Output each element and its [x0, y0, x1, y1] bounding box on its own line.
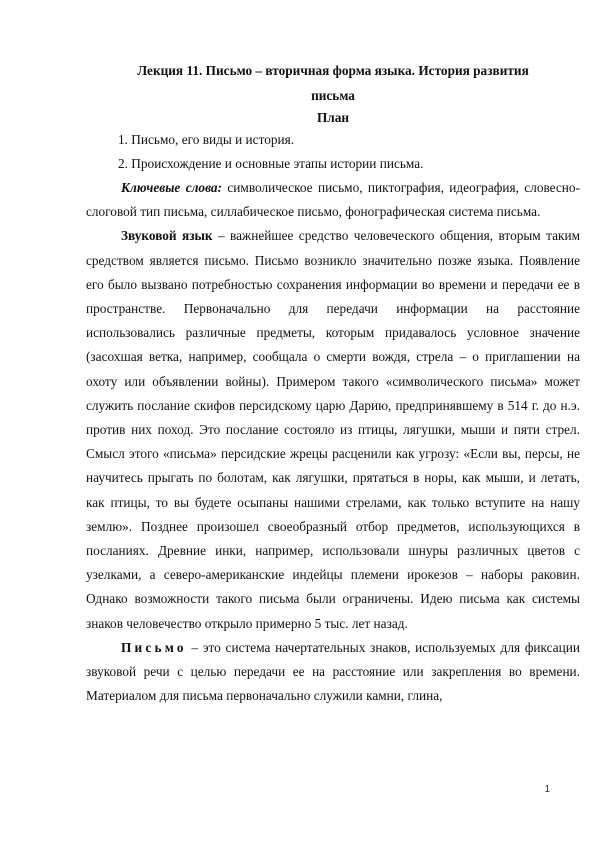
plan-item: 2. Происхождение и основные этапы истории письма. — [118, 156, 424, 171]
term-writing: Письмо — [121, 639, 187, 655]
plan-list — [118, 128, 423, 176]
keywords-label: Ключевые слова: — [121, 180, 223, 195]
lecture-title — [86, 58, 580, 108]
lecture-title-line1: Лекция 11. Письмо – вторичная форма языка. История развития — [137, 63, 529, 78]
page-number: 1 — [544, 784, 550, 795]
paragraph-sound-language — [86, 224, 580, 635]
lecture-body — [86, 176, 580, 708]
paragraph-sound-language-text: – важнейшее средство человеческого общения, вторым таким средством является письмо. Письмо возникло значительно позже языка. Появление его было вызвано потребностью сохранения информации во времени и передачи ее в пространстве. Первоначально для передачи информации на расстояние использовались различные предметы, которым придавалось условное значение (засохшая ветка, например, сообщала о смерти вождя, стрела – о приглашении на охоту или объявлении войны). Примером такого «символического письма» может служить послание скифов персидскому царю Дарию, предпринявшему в 514 г. до н.э. против них поход. Это послание состояло из птицы, лягушки, мыши и пяти стрел. Смысл этого «письма» персидские жрецы расценили как угрозу: «Если вы, персы, не научитесь прыгать по болотам, как лягушки, прятаться в норы, как мыши, и летать, как птицы, то вы будете осыпаны нашими стрелами, как только вступите на нашу землю». Позднее произошел своеобразный отбор предметов, использующихся в посланиях. Древние инки, например, использовали шнуры различных цветов с узелками, а северо-американские индейцы племени ирокезов – наборы раковин. Однако возможности такого письма были ограничены. Идею письма как системы знаков человечество открыло примерно 5 тыс. лет назад. — [86, 228, 580, 631]
lecture-title-line2: письма — [311, 88, 355, 103]
term-sound-language: Звуковой язык — [121, 228, 213, 244]
keywords-text: символическое письмо, пиктография, идеография, словесно-слоговой тип письма, силлабическое письмо, фонографическая система письма. — [86, 180, 580, 220]
paragraph-writing-definition-text: – это система начертательных знаков, используемых для фиксации звуковой речи с целью передачи ее на расстояние или закрепления во времени. Материалом для письма первоначально служили камни, глина, — [86, 639, 580, 704]
plan-heading: План — [316, 110, 350, 125]
plan-item: 1. Письмо, его виды и история. — [118, 132, 295, 147]
keywords-paragraph — [86, 176, 580, 224]
paragraph-writing-definition — [86, 636, 580, 709]
